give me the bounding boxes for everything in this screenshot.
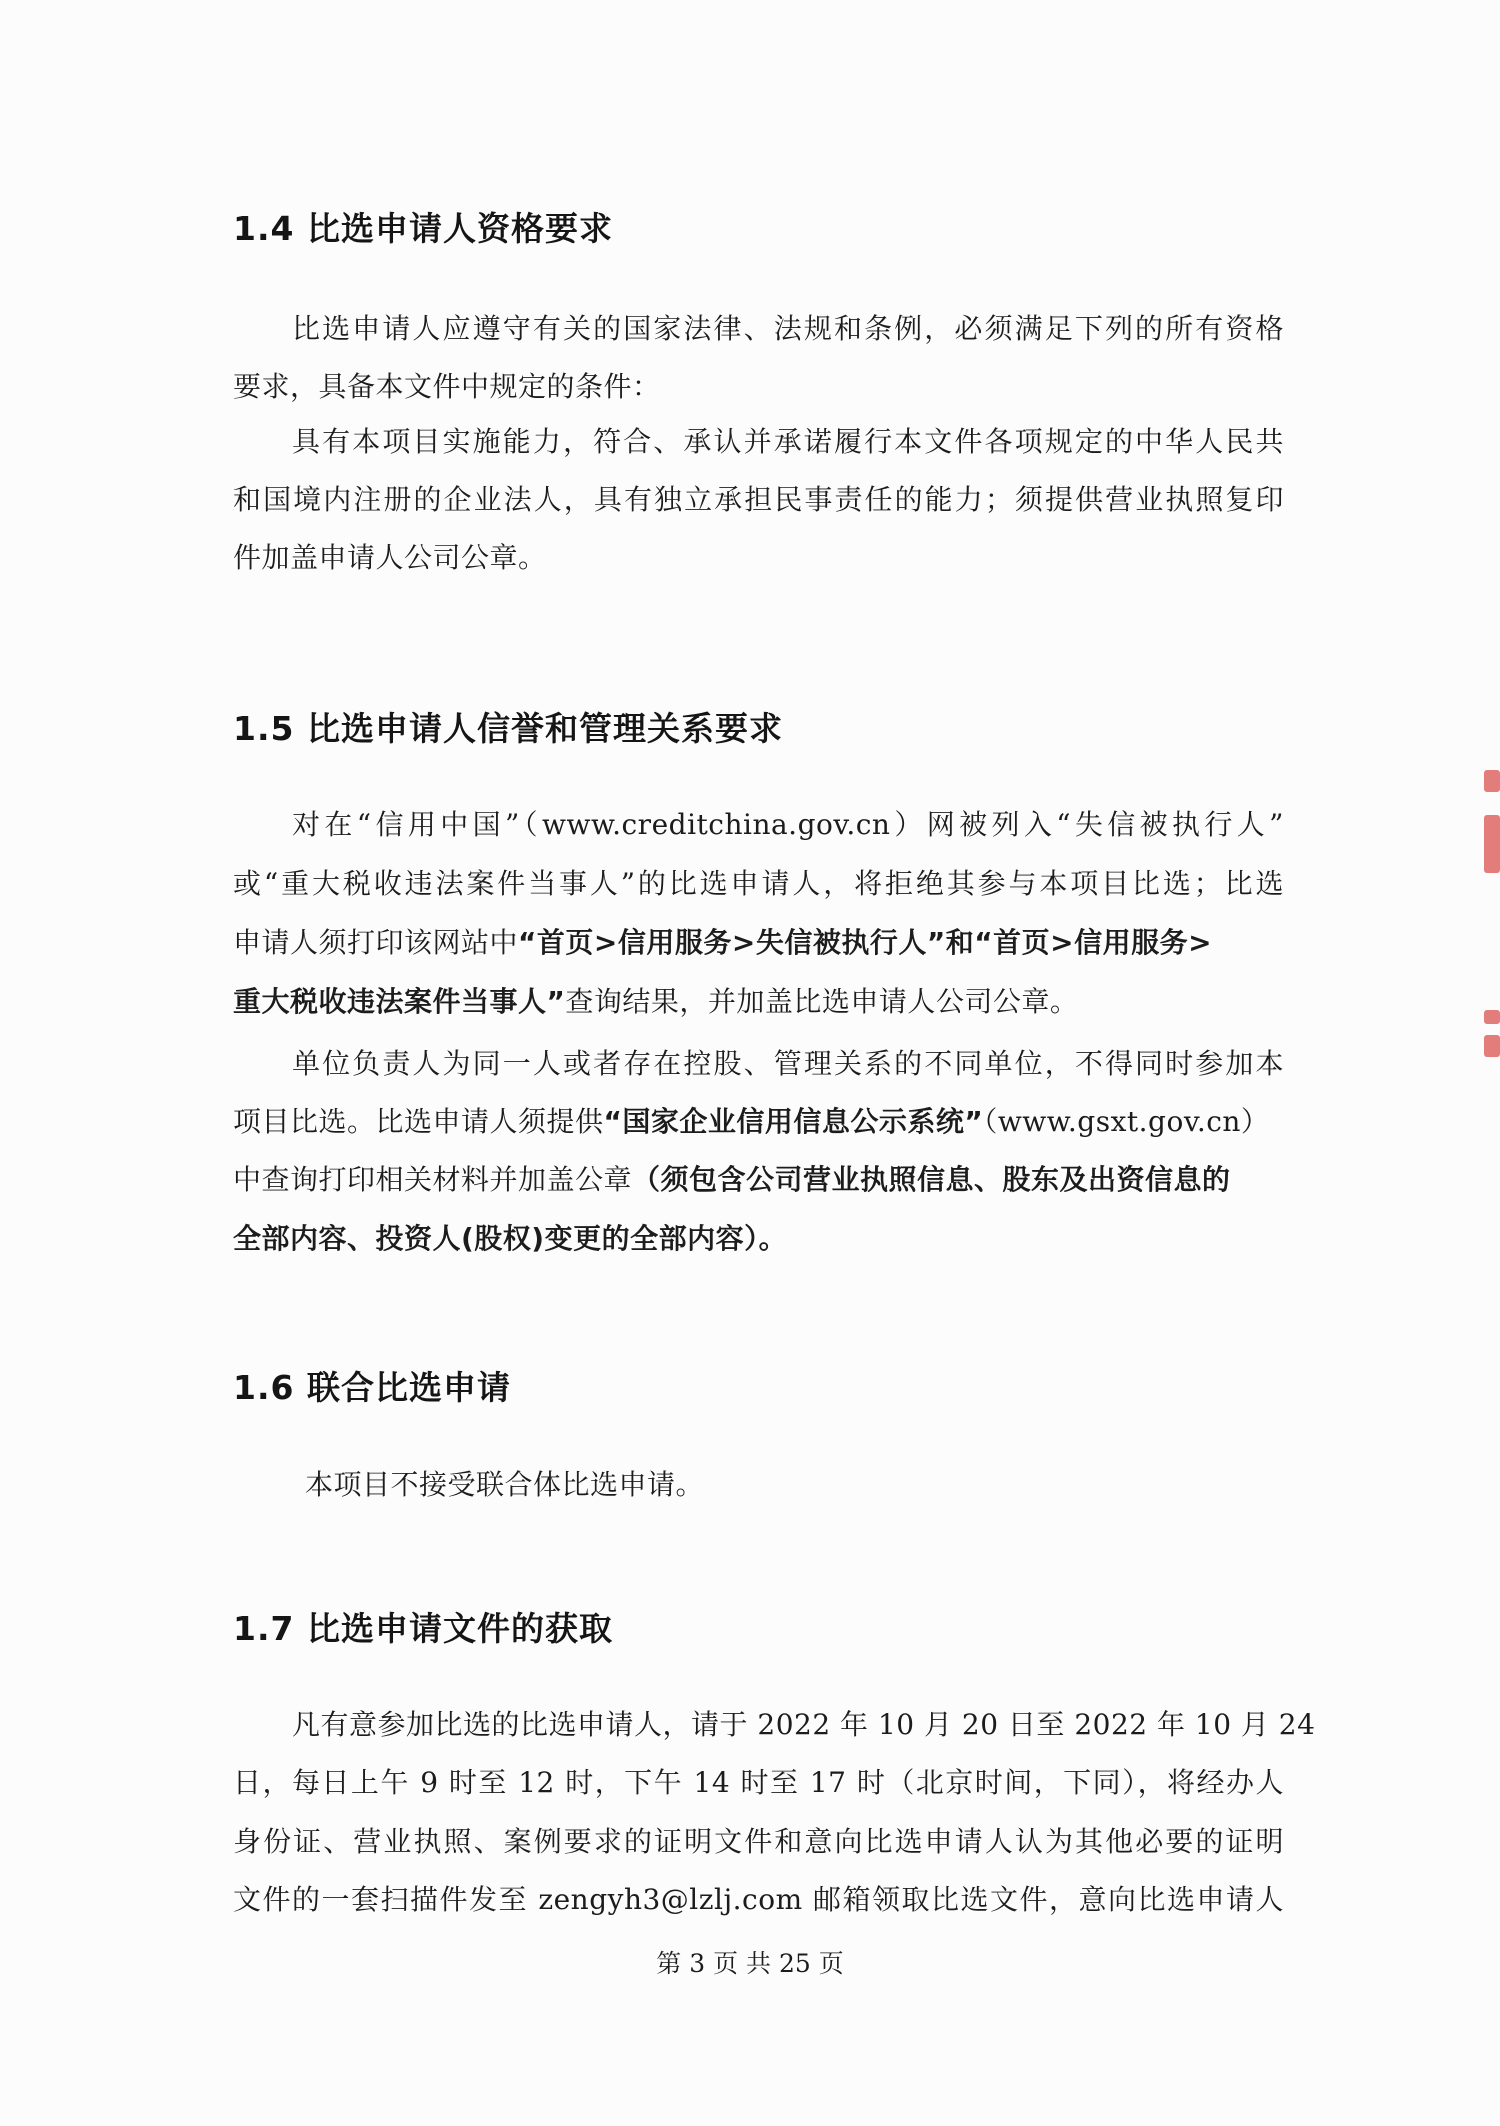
text-run: 查询结果，并加盖比选申请人公司公章。 (565, 985, 1079, 1018)
bold-text-run: （须包含公司营业执照信息、股东及出资信息的 (632, 1163, 1231, 1196)
text-run: 中查询打印相关材料并加盖公章 (233, 1163, 633, 1196)
seal-edge-mark (1484, 815, 1500, 873)
section-heading-1-6: 1.6 联合比选申请 (233, 1368, 511, 1407)
seal-edge-mark (1484, 1035, 1500, 1057)
paragraph-line: 全部内容、投资人(股权)变更的全部内容）。 (233, 1222, 788, 1255)
paragraph-line: 要求，具备本文件中规定的条件： (233, 370, 661, 403)
paragraph-line (233, 925, 1212, 961)
paragraph-line: 件加盖申请人公司公章。 (233, 541, 547, 574)
paragraph-line (233, 1162, 1231, 1198)
text-run: 申请人须打印该网站中 (233, 926, 519, 959)
bold-text-run: “首页>信用服务>失信被执行人”和“首页>信用服务> (518, 926, 1213, 959)
text-run: 项目比选。比选申请人须提供 (233, 1105, 604, 1138)
bold-text-run: “国家企业信用信息公示系统” (603, 1105, 984, 1138)
paragraph-line: 日，每日上午 9 时至 12 时，下午 14 时至 17 时（北京时间，下同），将经办人 (233, 1766, 1284, 1799)
paragraph-line: 凡有意参加比选的比选申请人，请于 2022 年 10 月 20 日至 2022 年 10 月 24 (292, 1708, 1316, 1741)
paragraph-line: 和国境内注册的企业法人，具有独立承担民事责任的能力；须提供营业执照复印 (233, 483, 1284, 516)
section-heading-1-4: 1.4 比选申请人资格要求 (233, 209, 613, 248)
page-footer: 第 3 页 共 25 页 (656, 1949, 844, 1978)
paragraph-line: 对在“信用中国”（www.creditchina.gov.cn）网被列入“失信被执行人” (292, 808, 1284, 841)
paragraph-line: 单位负责人为同一人或者存在控股、管理关系的不同单位，不得同时参加本 (292, 1047, 1284, 1080)
section-heading-1-5: 1.5 比选申请人信誉和管理关系要求 (233, 709, 783, 748)
text-run: （www.gsxt.gov.cn） (983, 1105, 1270, 1138)
seal-edge-mark (1484, 1010, 1500, 1024)
seal-edge-mark (1484, 770, 1500, 792)
bold-text-run: 重大税收违法案件当事人” (233, 985, 566, 1018)
paragraph-line: 身份证、营业执照、案例要求的证明文件和意向比选申请人认为其他必要的证明 (233, 1825, 1284, 1858)
paragraph-line (233, 1104, 1269, 1140)
paragraph-line (233, 984, 1078, 1020)
paragraph-line: 本项目不接受联合体比选申请。 (305, 1468, 705, 1501)
section-heading-1-7: 1.7 比选申请文件的获取 (233, 1609, 613, 1648)
paragraph-line: 或“重大税收违法案件当事人”的比选申请人，将拒绝其参与本项目比选；比选 (233, 867, 1284, 900)
paragraph-line: 具有本项目实施能力，符合、承认并承诺履行本文件各项规定的中华人民共 (292, 425, 1284, 458)
paragraph-line: 比选申请人应遵守有关的国家法律、法规和条例，必须满足下列的所有资格 (292, 312, 1284, 345)
paragraph-line: 文件的一套扫描件发至 zengyh3@lzlj.com 邮箱领取比选文件，意向比选申请人 (233, 1883, 1284, 1916)
